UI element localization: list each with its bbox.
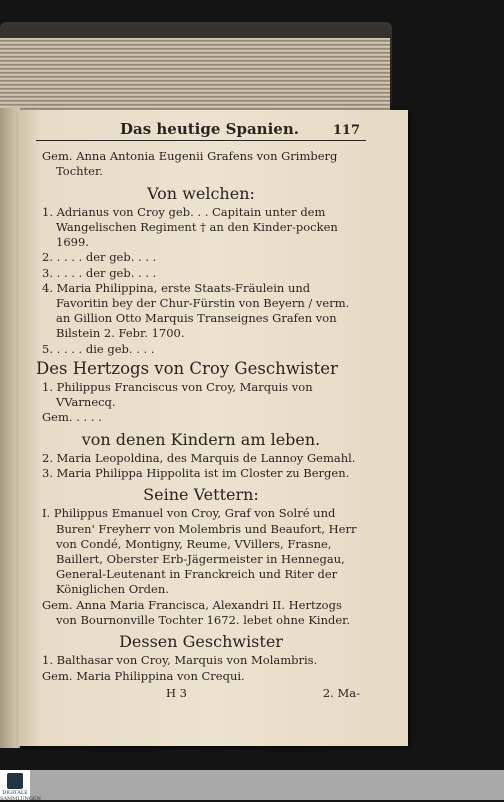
list-item: 1. Philippus Franciscus von Croy, Marquis von VVarnecq. — [42, 380, 313, 410]
page-number: 117 — [332, 123, 360, 138]
running-head — [36, 122, 366, 141]
page-edges — [0, 38, 390, 110]
running-title: Das heutige Spanien. — [120, 120, 299, 138]
page-footer — [36, 686, 366, 701]
list-item: 2. Maria Leopoldina, des Marquis de Lannoy Gemahl. — [42, 450, 356, 465]
signature-mark: H 3 — [166, 685, 188, 700]
page-text — [36, 122, 366, 701]
section-heading: Seine Vettern: — [143, 485, 259, 505]
section-heading: von denen Kindern am leben. — [81, 429, 321, 449]
section-heading: Des Hertzogs von Croy Geschwister — [36, 358, 338, 378]
list-item: I. Philippus Emanuel von Croy, Graf von Solré und Buren' Freyherr von Molembris und Beaufort, Herr von Condé, Montigny, Reume, VVillers, Frasne, Baillert, Oberster Erb-Jägermeister in Hennegau, General-Leutenant in Franckreich und Riter der Königlichen Orden. — [42, 506, 357, 597]
text-line: Gem. Maria Philippina von Crequi. — [42, 668, 245, 683]
list-item: 5. . . . . die geb. . . . — [42, 341, 155, 356]
catchword: 2. Ma- — [322, 685, 360, 700]
logo-label: DIGITALE SAMMLUNGEN — [0, 790, 41, 802]
list-item: 3. Maria Philippa Hippolita ist im Closter zu Bergen. — [42, 466, 350, 481]
binding-edge — [0, 108, 20, 748]
list-item: 1. Adrianus von Croy geb. . . Capitain unter dem Wangelischen Regiment † an den Kinder-pocken 1699. — [42, 204, 338, 250]
viewer-bottom-bar — [0, 770, 504, 800]
logo-icon — [7, 773, 23, 789]
text-line: Gem. Anna Antonia Eugenii Grafens von Grimberg Tochter. — [42, 149, 338, 179]
list-item: 1. Balthasar von Croy, Marquis von Molambris. — [42, 653, 318, 668]
section-heading: Dessen Geschwister — [119, 632, 283, 652]
text-line: Gem. Anna Maria Francisca, Alexandri II. Hertzogs von Bournonville Tochter 1672. lebet ohne Kinder. — [42, 597, 351, 627]
section-heading: Von welchen: — [147, 183, 255, 203]
text-line: Gem. . . . . — [42, 410, 102, 425]
library-logo[interactable] — [0, 770, 41, 802]
list-item: 2. . . . . der geb. . . . — [42, 250, 157, 265]
list-item: 3. . . . . der geb. . . . — [42, 265, 157, 280]
list-item: 4. Maria Philippina, erste Staats-Fräulein und Favoritin bey der Chur-Fürstin von Beyern / verm. an Gillion Otto Marquis Transeignes Grafen von Bilstein 2. Febr. 1700. — [42, 280, 350, 341]
